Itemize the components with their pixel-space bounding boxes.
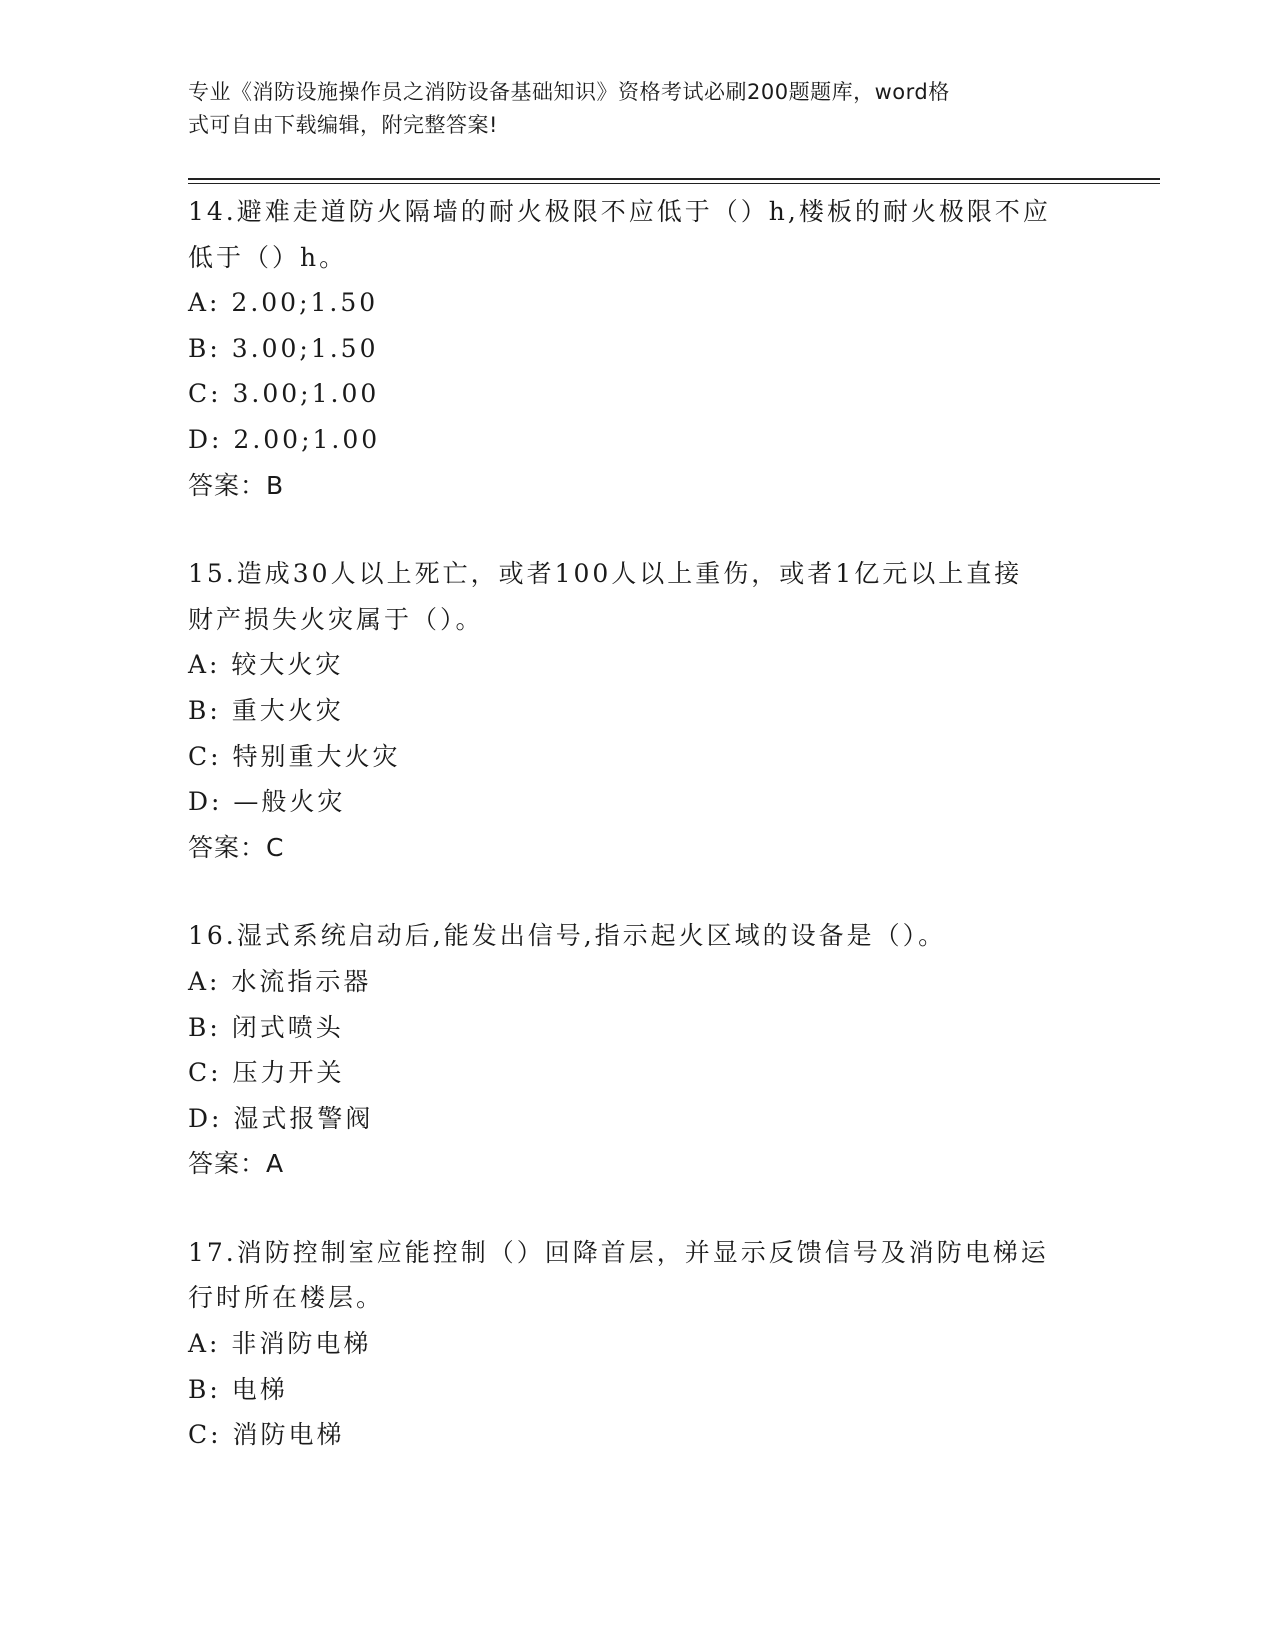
option-d: D: 2.00;1.00 xyxy=(188,424,381,454)
answer-key: 答案：C xyxy=(188,832,285,862)
question-stem-line xyxy=(188,1230,1088,1276)
question-stem-line: 财产损失火灾属于（）。 xyxy=(188,604,484,634)
answer-key: 答案：A xyxy=(188,1149,285,1179)
question-stem-line xyxy=(188,913,1088,959)
document-header xyxy=(188,76,1068,142)
question-number: 16. xyxy=(188,921,237,951)
header-divider-thin xyxy=(188,183,1160,184)
option-b: B: 3.00;1.50 xyxy=(188,333,379,363)
question-17 xyxy=(188,1230,1088,1458)
option-a: A: 2.00;1.50 xyxy=(188,288,379,318)
question-number: 15. xyxy=(188,559,237,589)
question-number: 14. xyxy=(188,197,237,226)
question-text: 造成30人以上死亡，或者100人以上重伤，或者1亿元以上直接 xyxy=(236,559,1023,589)
option-a: A: 较大火灾 xyxy=(188,650,344,680)
question-stem-line xyxy=(188,189,1088,235)
question-15 xyxy=(188,551,1088,870)
question-number: 17. xyxy=(188,1237,237,1267)
question-text: 消防控制室应能控制（）回降首层，并显示反馈信号及消防电梯运 xyxy=(236,1237,1049,1267)
option-b: B: 闭式喷头 xyxy=(188,1012,344,1042)
header-line-1: 专业《消防设施操作员之消防设备基础知识》资格考试必刷200题题库，word格 xyxy=(188,80,950,104)
option-a: A: 非消防电梯 xyxy=(188,1329,372,1359)
question-stem-line: 低于（）h。 xyxy=(188,242,348,272)
question-16 xyxy=(188,913,1088,1187)
option-a: A: 水流指示器 xyxy=(188,966,372,996)
header-divider-thick xyxy=(188,178,1160,180)
answer-key: 答案：B xyxy=(188,470,285,500)
question-stem-line xyxy=(188,551,1088,597)
header-line-2: 式可自由下载编辑，附完整答案! xyxy=(188,113,498,137)
question-text: 湿式系统启动后,能发出信号,指示起火区域的设备是（）。 xyxy=(236,921,947,951)
option-d: D: —般火灾 xyxy=(188,787,346,817)
option-b: B: 电梯 xyxy=(188,1374,288,1404)
option-c: C: 特别重大火灾 xyxy=(188,741,401,771)
question-stem-line: 行时所在楼层。 xyxy=(188,1283,385,1313)
option-c: C: 消防电梯 xyxy=(188,1420,345,1450)
option-c: C: 压力开关 xyxy=(188,1058,345,1088)
question-list xyxy=(188,189,1088,1501)
option-b: B: 重大火灾 xyxy=(188,695,344,725)
option-d: D: 湿式报警阀 xyxy=(188,1103,374,1133)
question-14 xyxy=(188,189,1088,508)
option-c: C: 3.00;1.00 xyxy=(188,379,380,409)
question-text: 避难走道防火隔墙的耐火极限不应低于（）h,楼板的耐火极限不应 xyxy=(236,197,1051,226)
